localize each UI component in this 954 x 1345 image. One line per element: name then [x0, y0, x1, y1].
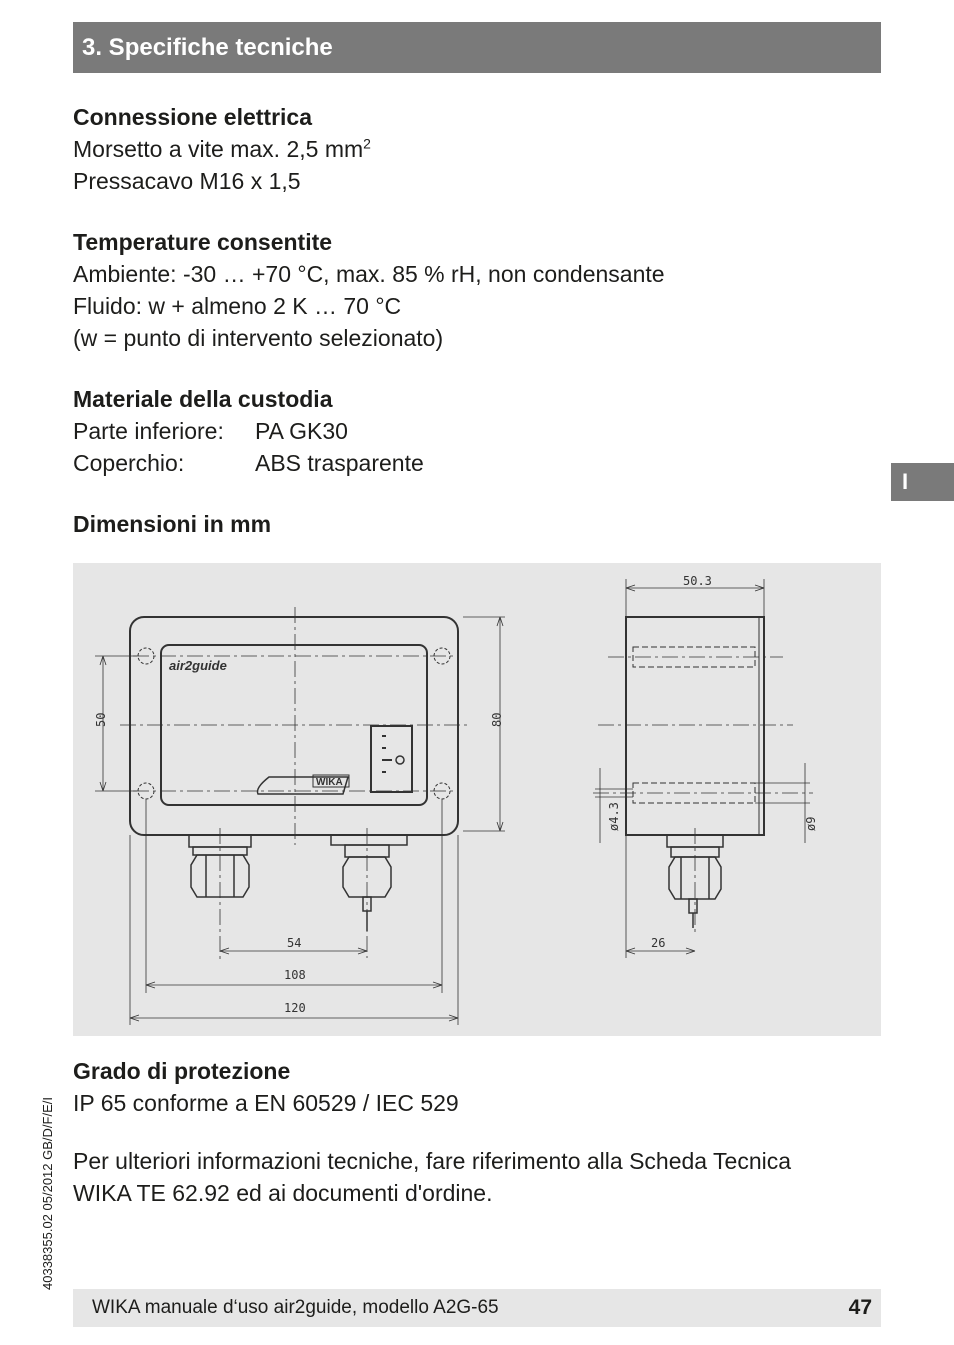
- electrical-line-1: Morsetto a vite max. 2,5 $mm^2$: [73, 135, 371, 162]
- page-footer: [73, 1289, 881, 1327]
- superscript: 2: [363, 135, 371, 152]
- page-title: [73, 22, 881, 73]
- dim-label-120: 120: [284, 1001, 306, 1015]
- housing-value: ABS trasparente: [255, 450, 424, 476]
- dim-label-d4-3: ø4.3: [607, 802, 621, 831]
- temperatures-title: Temperature consentite: [73, 229, 333, 255]
- dim-label-54: 54: [287, 936, 302, 950]
- dim-108: [146, 799, 442, 993]
- side-view: [593, 574, 818, 958]
- housing-section: [73, 383, 881, 479]
- dim-label-50: 50: [94, 712, 108, 727]
- protection-line: IP 65 conforme a EN 60529 / IEC 529: [73, 1090, 459, 1116]
- air2guide-logo: air2guide: [169, 658, 227, 673]
- further-info-line-1: Per ulteriori informazioni tecniche, fare riferimento alla Scheda Tecnica: [73, 1148, 792, 1174]
- document-code: 40338355.02 05/2012 GB/D/F/E/I: [40, 1097, 55, 1290]
- electrical-line-2: Pressacavo M16 x 1,5: [73, 168, 301, 194]
- housing-label: Coperchio:: [73, 450, 185, 476]
- dial-ticks: [382, 736, 392, 772]
- dimensions-section: [73, 508, 881, 540]
- side-housing: [626, 617, 764, 835]
- technical-drawing-svg: [73, 563, 881, 1036]
- wika-brand: WIKA: [316, 777, 343, 788]
- electrical-section: [73, 101, 881, 197]
- housing-row: [73, 415, 881, 447]
- dimensions-title: Dimensioni in mm: [73, 511, 272, 537]
- dimension-drawing: [73, 563, 881, 1036]
- dim-label-26: 26: [651, 936, 666, 950]
- protection-title: Grado di protezione: [73, 1058, 291, 1084]
- temperatures-section: [73, 226, 881, 354]
- center-lines: [120, 607, 471, 845]
- housing-row: [73, 447, 881, 479]
- language-tab: I: [891, 463, 954, 501]
- temperatures-line-1: Ambiente: -30 … +70 °C, max. 85 % rH, non condensante: [73, 261, 665, 287]
- housing-value: PA GK30: [255, 418, 348, 444]
- housing-title: Materiale della custodia: [73, 386, 333, 412]
- temperatures-line-3: (w = punto di intervento selezionato): [73, 325, 444, 351]
- further-info-line-2: WIKA TE 62.92 ed ai documenti d'ordine.: [73, 1180, 493, 1206]
- front-view: [94, 607, 505, 1025]
- housing-label: Parte inferiore:: [73, 418, 224, 444]
- electrical-title: Connessione elettrica: [73, 104, 313, 130]
- dim-label-d9: ø9: [804, 816, 818, 831]
- pressure-connector-right: [331, 835, 407, 931]
- lower-content: [73, 1055, 881, 1209]
- dim-label-80: 80: [490, 712, 504, 727]
- dim-label-50-3: 50.3: [683, 574, 712, 588]
- temperatures-line-2: Fluido: w + almeno 2 K … 70 °C: [73, 293, 402, 319]
- page-number: 47: [848, 1296, 872, 1319]
- dim-label-108: 108: [284, 968, 306, 982]
- dial-knob: [396, 756, 404, 764]
- spec-content: [73, 101, 881, 569]
- section-heading: 3. Specifiche tecniche: [82, 34, 333, 61]
- dim-120: [130, 835, 458, 1025]
- footer-text: WIKA manuale d‘uso air2guide, modello A2G-65: [92, 1297, 499, 1318]
